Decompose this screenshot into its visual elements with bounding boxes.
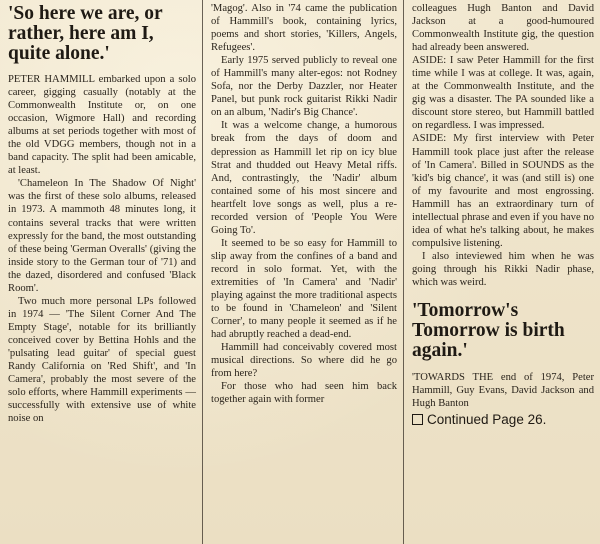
paragraph: I also inteviewed him when he was going through his Rikki Nadir phase, which was weird. — [412, 250, 594, 288]
paragraph: 'Magog'. Also in '74 came the publication of Hammill's book, containing lyrics, poems and short stories, 'Killers, Angels, Refugees'. — [211, 3, 397, 54]
aside-paragraph: ASIDE: I saw Peter Hammill for the first time while I was at college. It was, again, at the Commonwealth Institute, and the gig was a disaster. The PA sounded like a discount store stereo, but Hammill battled on regardless. I was impressed. — [412, 55, 594, 132]
paragraph: For those who had seen him back together again with former — [211, 381, 397, 406]
paragraph: Early 1975 served publicly to reveal one of Hammill's many alter-egos: not Rodney Sofa, nor the Derby Dazzler, nor Heater Panel, but punk rock guitarist Rikki Nadir on an album, 'Nadir's Big Chance'. — [211, 55, 397, 119]
column-rule-1 — [202, 0, 203, 544]
column-rule-2 — [403, 0, 404, 544]
aside-paragraph: ASIDE: My first interview with Peter Hammill took place just after the release of 'In Camera'. Billed in SOUNDS as the 'kid's big chance', it was (and still is) one of my favourite and most engrossing. Hammill has an extraordinary turn of intellectual phrase and even if you have no idea of what he's talking about, he makes compulsive listening. — [412, 133, 594, 249]
paragraph: PETER HAMMILL embarked upon a solo career, gigging casually (notably at the Commonwealth Institute or, on one occasion, Wigmore Hall) and recording albums at set periods together with most of the old VDGG members, though not in a band capacity. The split had been amicable, at least. — [8, 74, 196, 177]
checkbox-square-icon — [412, 414, 423, 425]
paragraph: colleagues Hugh Banton and David Jackson at a good-humoured Commonwealth Institute gig, the question had already been answered. — [412, 3, 594, 54]
column-3 — [406, 0, 598, 544]
column-1 — [4, 0, 200, 544]
paragraph: 'Chameleon In The Shadow Of Night' was the first of these solo albums, released in 1973. A mammoth 48 minutes long, it contains several tracks that were written expressly for the band, the most outstanding of these being 'German Overalls' (giving the inside story to the German tour of '71) and the dazed, disordered and confused 'Black Room'. — [8, 178, 196, 294]
paragraph: Two much more personal LPs followed in 1974 — 'The Silent Corner And The Empty Stage', notable for its brilliantly conceived cover by Bettina Hohls and the 'pulsating lead guitar' of special guest Randy California on 'Red Shift', and 'In Camera', probably the most severe of the solo efforts, where Hammill experiments — successfully with extensive use of white noise on — [8, 295, 196, 425]
continued-note — [412, 412, 594, 427]
continued-label: Continued Page 26. — [427, 412, 547, 428]
pull-quote-headline-1: 'So here we are, or rather, here am I, quite alone.' — [8, 3, 163, 64]
paragraph: It was a welcome change, a humorous break from the days of doom and depression as Hammill let rip on icy blue Strat and thudded out Heavy Metal riffs. And, contrastingly, the 'Nadir' album contained some of his most sincere and heartfelt love songs as well, plus a re-recorded version of 'People You Were Going To'. — [211, 120, 397, 236]
pull-quote-headline-2: 'Tomorrow's Tomorrow is birth again.' — [412, 300, 565, 362]
paragraph: It seemed to be so easy for Hammill to slip away from the confines of a band and record in solo format. Yet, with the extremities of 'In Camera' and 'Nadir' playing against the more traditional aspects to be found in 'Chameleon' and 'Silent Corner', to many people it seemed as if he had abruptly reached a dead-end. — [211, 237, 397, 341]
paragraph: Hammill had conceivably covered most musical directions. So where did he go from here? — [211, 342, 397, 380]
column-2 — [205, 0, 401, 544]
paragraph: 'TOWARDS THE end of 1974, Peter Hammill, Guy Evans, David Jackson and Hugh Banton — [412, 372, 594, 410]
